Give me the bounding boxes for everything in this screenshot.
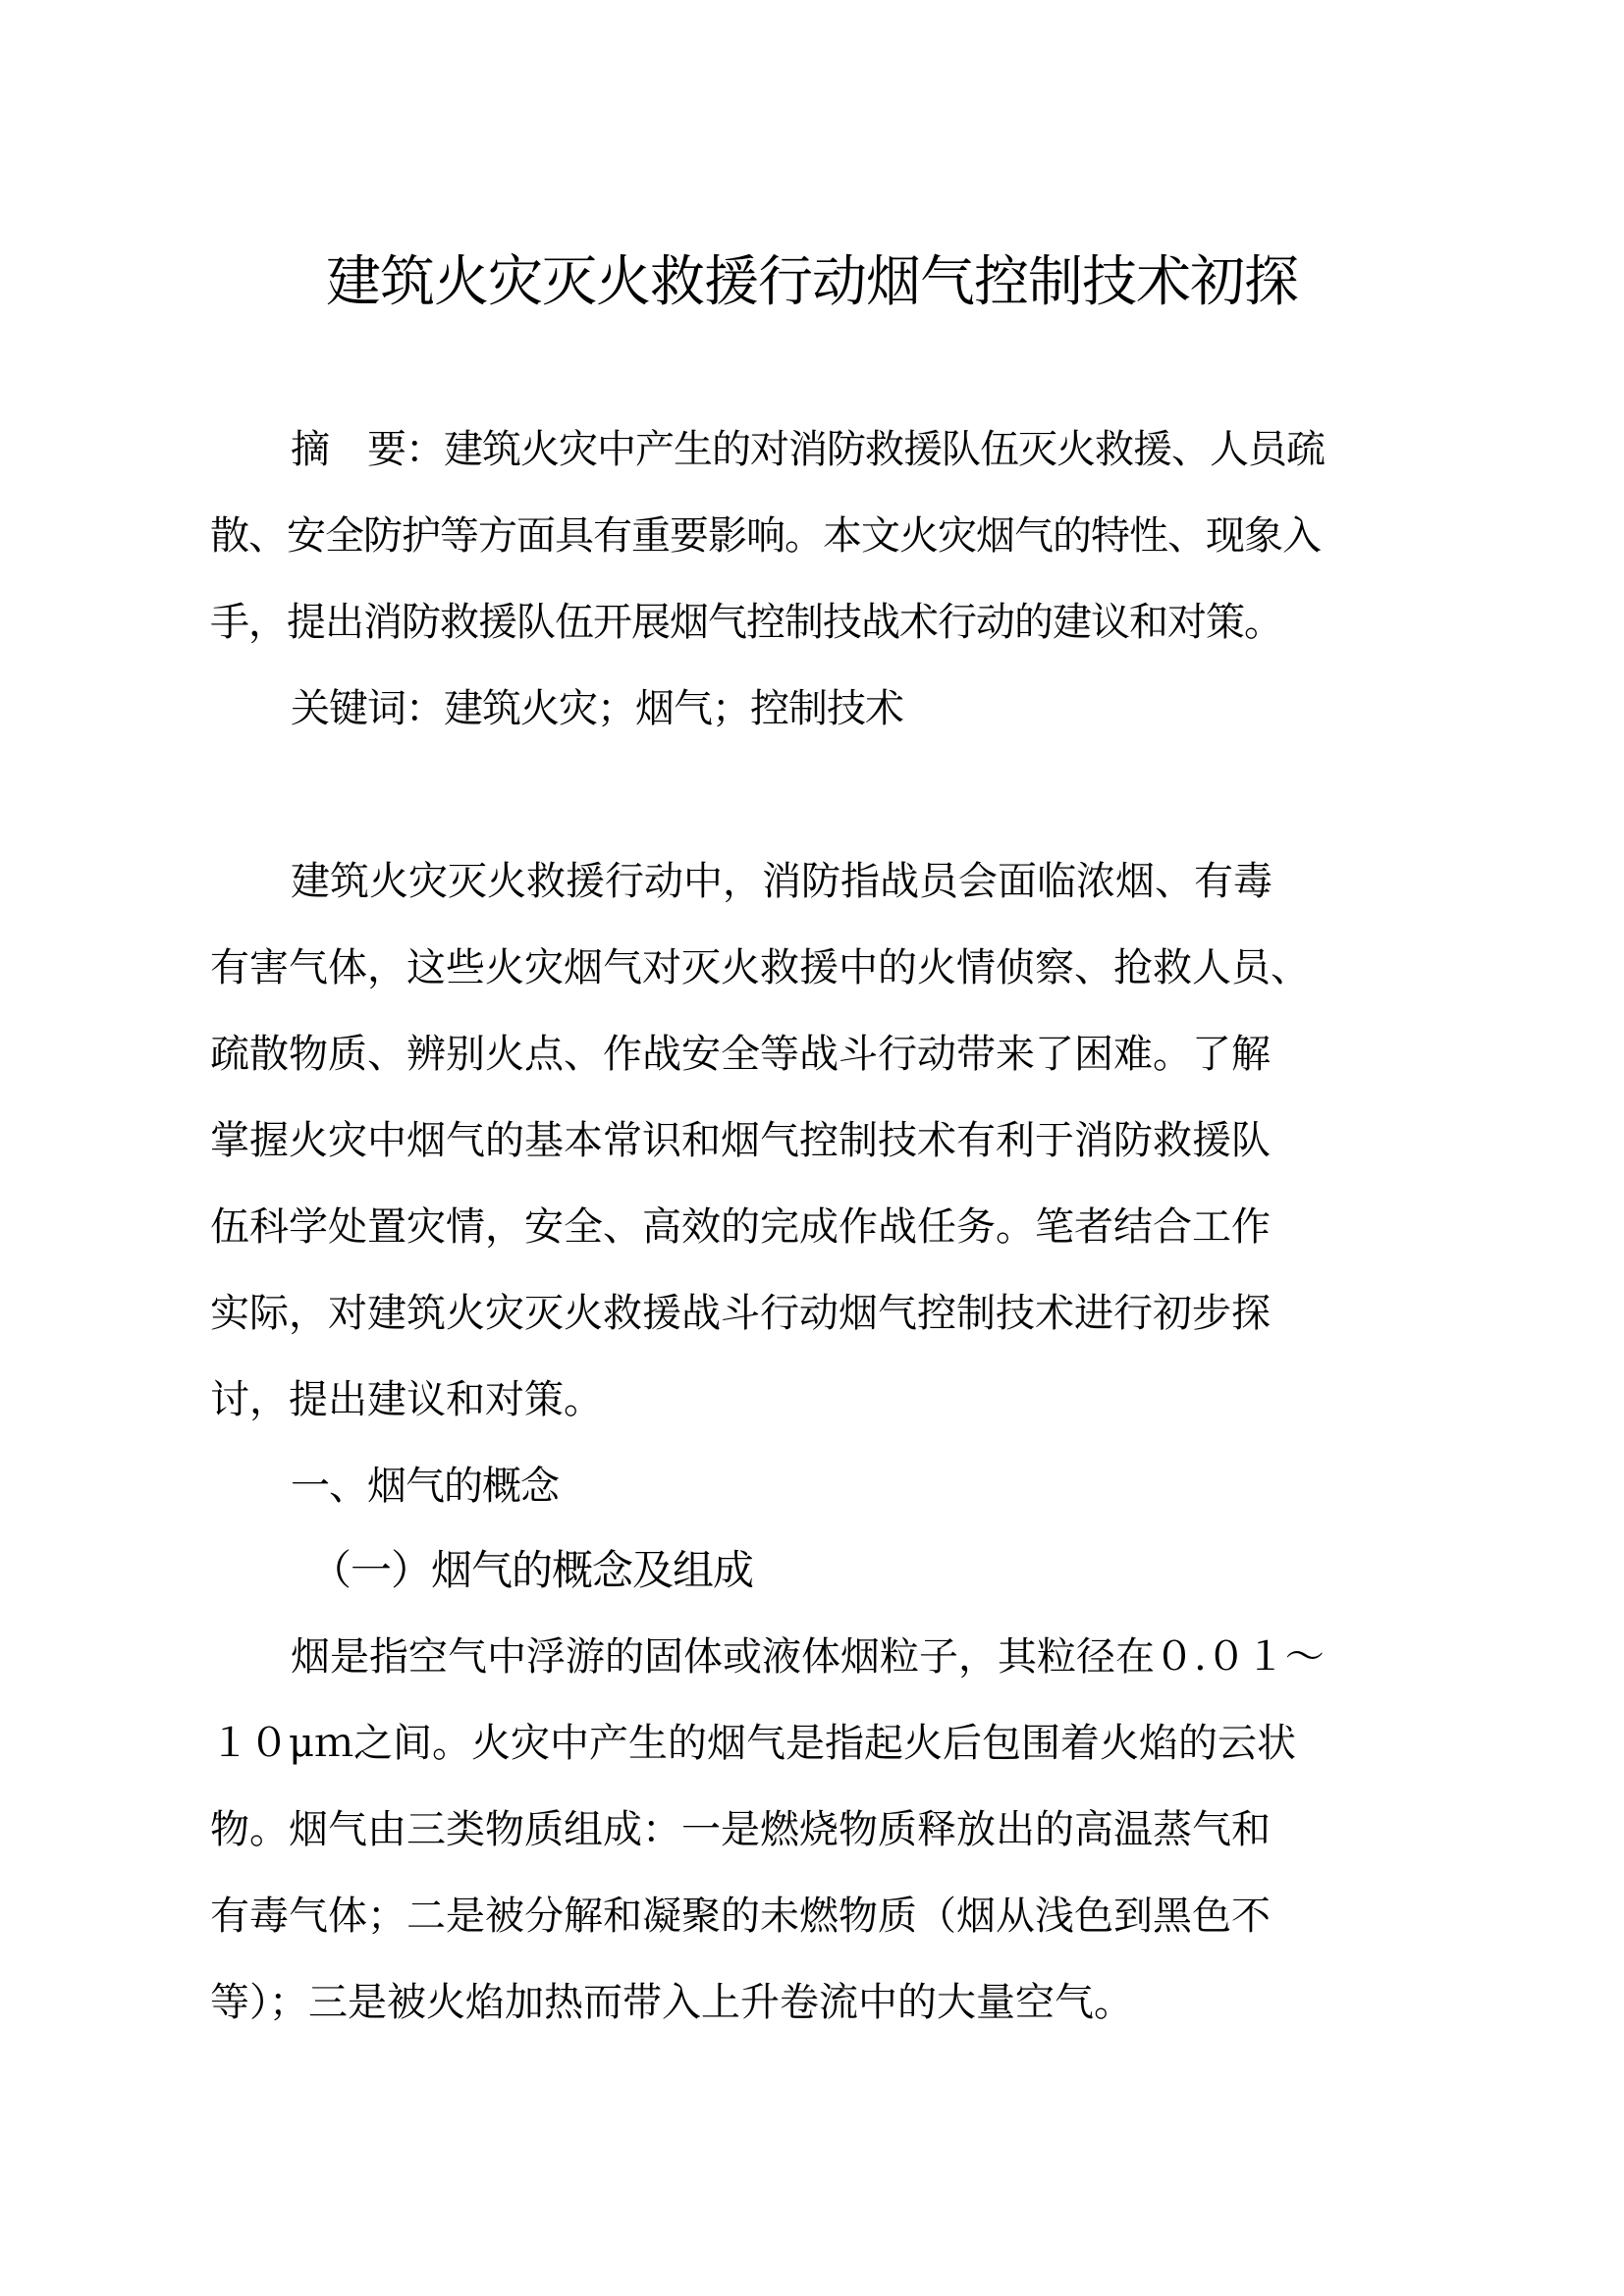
body-line-3: 物。烟气由三类物质组成：一是燃烧物质释放出的高温蒸气和: [210, 1807, 1271, 1852]
subsection-heading: （一）烟气的概念及组成: [310, 1546, 754, 1594]
intro-line-3: 疏散物质、辨别火点、作战安全等战斗行动带来了困难。了解: [210, 1032, 1271, 1077]
intro-line-1: 建筑火灾灭火救援行动中，消防指战员会面临浓烟、有毒: [291, 859, 1272, 904]
intro-line-4: 掌握火灾中烟气的基本常识和烟气控制技术有利于消防救援队: [210, 1118, 1271, 1163]
body-line-1: 烟是指空气中浮游的固体或液体烟粒子，其粒径在０.０１～: [291, 1634, 1325, 1680]
body-line-5: 等）；三是被火焰加热而带入上升卷流中的大量空气。: [210, 1980, 1133, 2025]
keywords-line: 关键词：建筑火灾；烟气；控制技术: [291, 686, 903, 731]
section-heading: 一、烟气的概念: [291, 1464, 559, 1509]
document-title: 建筑火灾灭火救援行动烟气控制技术初探: [326, 250, 1298, 314]
abstract-line-2: 散、安全防护等方面具有重要影响。本文火灾烟气的特性、现象入: [210, 513, 1321, 559]
body-line-4: 有毒气体；二是被分解和凝聚的未燃物质（烟从浅色到黑色不: [210, 1894, 1271, 1939]
intro-line-7: 讨，提出建议和对策。: [210, 1377, 603, 1422]
abstract-line-3: 手，提出消防救援队伍开展烟气控制技战术行动的建议和对策。: [210, 600, 1282, 645]
body-line-2: １０μｍ之间。火灾中产生的烟气是指起火后包围着火焰的云状: [210, 1721, 1296, 1766]
intro-line-6: 实际，对建筑火灾灭火救援战斗行动烟气控制技术进行初步探: [210, 1291, 1271, 1336]
intro-line-5: 伍科学处置灾情，安全、高效的完成作战任务。笔者结合工作: [210, 1204, 1271, 1250]
abstract-line-1: 摘 要：建筑火灾中产生的对消防救援队伍灭火救援、人员疏: [291, 427, 1325, 472]
intro-line-2: 有害气体，这些火灾烟气对灭火救援中的火情侦察、抢救人员、: [210, 945, 1310, 990]
